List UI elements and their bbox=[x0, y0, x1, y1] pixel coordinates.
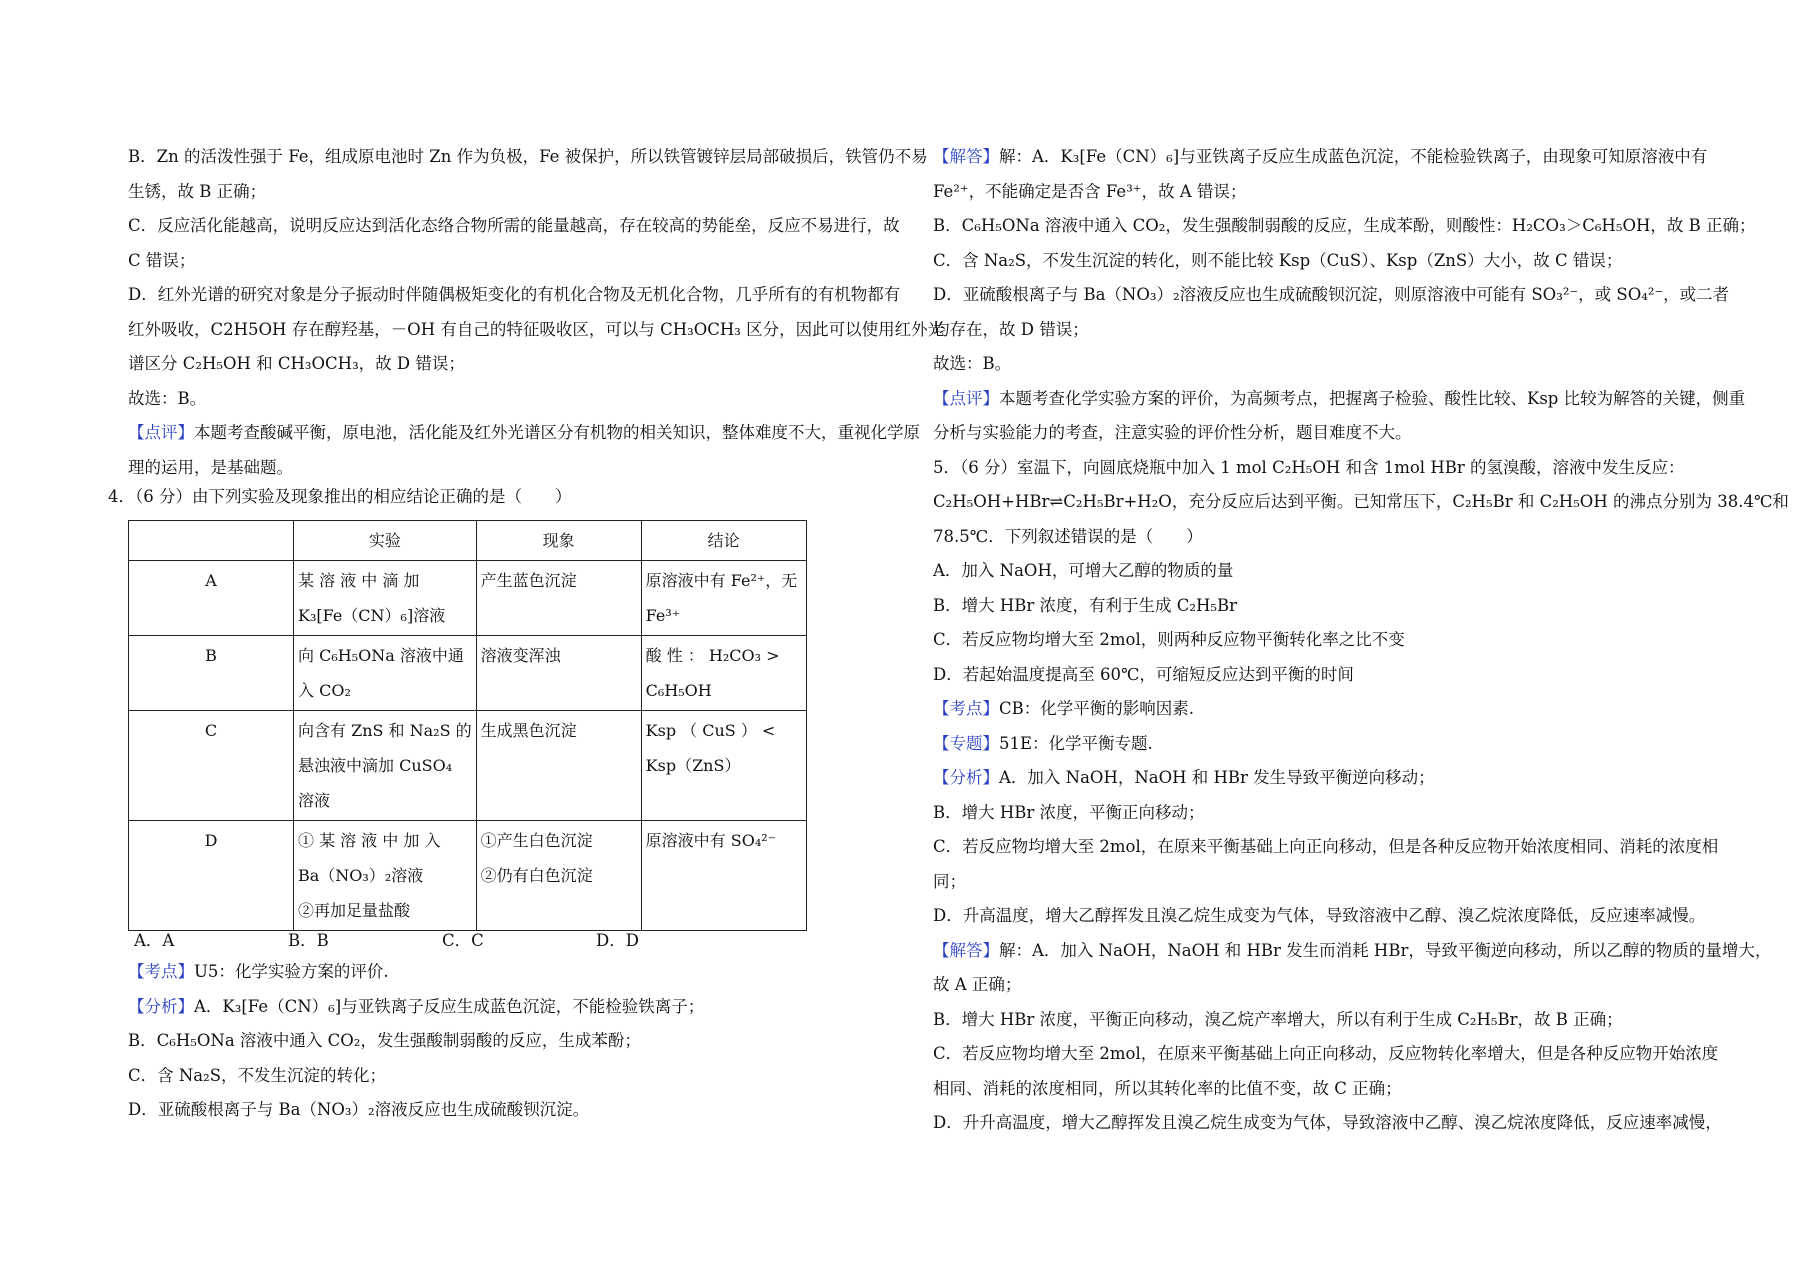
text-line bbox=[933, 830, 1723, 865]
text-line bbox=[933, 727, 1723, 762]
text-line: 生锈，故 B 正确； bbox=[128, 181, 267, 201]
table-cell-concl bbox=[641, 636, 806, 711]
left-analysis bbox=[128, 955, 900, 1128]
section-tag: 【点评】 bbox=[933, 388, 999, 408]
text-line bbox=[933, 520, 1723, 555]
cell-line: ②再加足量盐酸 bbox=[298, 901, 411, 920]
line-text: C．含 Na₂S，不发生沉淀的转化，则不能比较 Ksp（CuS）、Ksp（ZnS）大小，故 C 错误； bbox=[933, 250, 1623, 270]
table-cell-exp bbox=[294, 636, 477, 711]
line-text: B．增大 HBr 浓度，平衡正向移动，溴乙烷产率增大，所以有利于生成 C₂H₅Br，故 B 正确； bbox=[933, 1009, 1623, 1029]
line-text: C．含 Na₂S，不发生沉淀的转化； bbox=[128, 1065, 387, 1085]
text-line bbox=[933, 1106, 1723, 1141]
left-column bbox=[128, 140, 945, 485]
line-text: C．若反应物均增大至 2mol，则两种反应物平衡转化率之比不变 bbox=[933, 630, 1405, 649]
table-cell-concl bbox=[641, 561, 806, 636]
table-row bbox=[129, 821, 807, 931]
line-text: 同； bbox=[933, 871, 966, 891]
text-line bbox=[933, 1003, 1723, 1038]
cell-line: Ksp（ZnS） bbox=[645, 756, 741, 775]
text-line bbox=[933, 278, 1730, 313]
text-line: C．反应活化能越高，说明反应达到活化态络合物所需的能量越高，存在较高的势能垒，反应不易进行，故 bbox=[128, 216, 900, 235]
table-cell-exp bbox=[294, 561, 477, 636]
question-4-stem: 4．（6 分）由下列实验及现象推出的相应结论正确的是（ ） bbox=[108, 487, 572, 506]
line-text: 本题考查化学实验方案的评价，为高频考点，把握离子检验、酸性比较、Ksp 比较为解答的关键，侧重 bbox=[999, 388, 1746, 408]
text-line bbox=[933, 313, 1723, 348]
line-text: B．增大 HBr 浓度，平衡正向移动； bbox=[933, 802, 1205, 822]
text-line: D．红外光谱的研究对象是分子振动时伴随偶极矩变化的有机化合物及无机化合物，几乎所有的有机物都有 bbox=[128, 285, 901, 304]
line-text: 解：A．加入 NaOH，NaOH 和 HBr 发生而消耗 HBr，导致平衡逆向移动，所以乙醇的物质的量增大， bbox=[999, 940, 1772, 960]
table-header-cell: 实验 bbox=[294, 521, 477, 561]
left-top-text bbox=[128, 140, 945, 416]
text-line bbox=[933, 899, 1723, 934]
text-line bbox=[933, 485, 1789, 520]
table-row bbox=[129, 636, 807, 711]
line-text: D．升高温度，增大乙醇挥发且溴乙烷生成变为气体，导致溶液中乙醇、溴乙烷浓度降低，反应速率减慢。 bbox=[933, 906, 1706, 925]
section-tag: 【解答】 bbox=[933, 147, 999, 166]
text-line bbox=[933, 244, 1723, 279]
table-header-row bbox=[129, 521, 807, 561]
cell-line: ① 某 溶 液 中 加 入 bbox=[298, 831, 441, 850]
cell-line: 原溶液中有 SO₄²⁻ bbox=[645, 831, 777, 850]
cell-line: Ksp （ CuS ） < bbox=[645, 721, 776, 740]
cell-line: 某 溶 液 中 滴 加 bbox=[298, 571, 420, 590]
analysis-line bbox=[128, 1059, 900, 1094]
text-line bbox=[933, 761, 1723, 796]
line-text: B．增大 HBr 浓度，有利于生成 C₂H₅Br bbox=[933, 595, 1238, 615]
line-text: C．若反应物均增大至 2mol，在原来平衡基础上向正向移动，但是各种反应物开始浓度相同、消耗的浓度相 bbox=[933, 837, 1719, 856]
cell-line: 酸 性 ： H₂CO₃ > bbox=[645, 646, 780, 665]
cell-line: 原溶液中有 Fe²⁺，无 bbox=[645, 571, 798, 590]
line-text: D．亚硫酸根离子与 Ba（NO₃）₂溶液反应也生成硫酸钡沉淀。 bbox=[128, 1100, 590, 1119]
table-cell-exp bbox=[294, 711, 477, 821]
question-4-options bbox=[134, 926, 734, 956]
table-cell-phen bbox=[476, 561, 641, 636]
table-header-cell: 结论 bbox=[641, 521, 806, 561]
text-line bbox=[933, 175, 1723, 210]
text-line bbox=[933, 140, 1723, 175]
line-text: A．加入 NaOH，NaOH 和 HBr 发生导致平衡逆向移动； bbox=[999, 768, 1435, 787]
section-tag: 【解答】 bbox=[933, 940, 999, 960]
row-label: C bbox=[129, 711, 294, 821]
cell-line: 悬浊液中滴加 CuSO₄ bbox=[298, 756, 453, 775]
review-line-2: 理的运用，是基础题。 bbox=[128, 457, 293, 477]
analysis-line bbox=[128, 990, 900, 1025]
line-text: C₂H₅OH+HBr⇌C₂H₅Br+H₂O，充分反应后达到平衡。已知常压下，C₂H₅Br 和 C₂H₅OH 的沸点分别为 38.4℃和 bbox=[933, 492, 1789, 511]
line-text: B．C₆H₅ONa 溶液中通入 CO₂，发生强酸制弱酸的反应，生成苯酚； bbox=[128, 1031, 641, 1050]
line-text: 51E：化学平衡专题. bbox=[999, 733, 1153, 753]
text-line bbox=[933, 416, 1723, 451]
cell-line: C₆H₅OH bbox=[645, 681, 712, 700]
cell-line: ①产生白色沉淀 bbox=[480, 831, 593, 850]
table-header-cell: 现象 bbox=[476, 521, 641, 561]
cell-line: 入 CO₂ bbox=[298, 681, 351, 700]
text-line: C 错误； bbox=[128, 250, 196, 270]
text-line: 红外吸收，C2H5OH 存在醇羟基，－OH 有自己的特征吸收区，可以与 CH₃OCH₃ 区分，因此可以使用红外光 bbox=[128, 319, 945, 339]
row-label: B bbox=[129, 636, 294, 711]
table-row bbox=[129, 561, 807, 636]
line-text: 78.5℃．下列叙述错误的是（ ） bbox=[933, 526, 1203, 546]
line-text: CB：化学平衡的影响因素. bbox=[999, 699, 1194, 718]
row-label: D bbox=[129, 821, 294, 931]
section-tag: 【分析】 bbox=[128, 996, 194, 1016]
text-line bbox=[933, 796, 1723, 831]
line-text: D．亚硫酸根离子与 Ba（NO₃）₂溶液反应也生成硫酸钡沉淀，则原溶液中可能有 SO₃²⁻，或 SO₄²⁻，或二者 bbox=[933, 285, 1730, 304]
text-line bbox=[933, 934, 1772, 969]
line-text: U5：化学实验方案的评价. bbox=[194, 962, 389, 981]
cell-line: 产生蓝色沉淀 bbox=[480, 571, 577, 590]
table-cell-concl bbox=[641, 711, 806, 821]
line-text: 均存在，故 D 错误； bbox=[933, 319, 1089, 339]
line-text: 故 A 正确； bbox=[933, 975, 1022, 994]
table-cell-exp bbox=[294, 821, 477, 931]
text-line bbox=[933, 451, 1723, 486]
section-tag: 【考点】 bbox=[933, 699, 999, 718]
cell-line: 溶液 bbox=[298, 791, 331, 810]
text-line bbox=[933, 589, 1723, 624]
line-text: B．C₆H₅ONa 溶液中通入 CO₂，发生强酸制弱酸的反应，生成苯酚，则酸性：H₂CO₃＞C₆H₅OH，故 B 正确； bbox=[933, 216, 1756, 235]
line-text: 分析与实验能力的考查，注意实验的评价性分析，题目难度不大。 bbox=[933, 423, 1412, 442]
analysis-line bbox=[128, 1093, 900, 1128]
cell-line: 溶液变浑浊 bbox=[480, 646, 561, 665]
cell-line: ②仍有白色沉淀 bbox=[480, 866, 593, 885]
cell-line: 向 C₆H₅ONa 溶液中通 bbox=[298, 646, 464, 665]
section-tag: 【分析】 bbox=[933, 768, 999, 787]
table-cell-phen bbox=[476, 636, 641, 711]
table-row bbox=[129, 711, 807, 821]
option-a: A．A bbox=[134, 931, 175, 950]
text-line bbox=[933, 658, 1723, 693]
cell-line: K₃[Fe（CN）₆]溶液 bbox=[298, 606, 446, 625]
line-text: 5．（6 分）室温下，向圆底烧瓶中加入 1 mol C₂H₅OH 和含 1mol HBr 的氢溴酸，溶液中发生反应： bbox=[933, 457, 1685, 477]
text-line: 谱区分 C₂H₅OH 和 CH₃OCH₃，故 D 错误； bbox=[128, 354, 465, 373]
table-cell-phen bbox=[476, 821, 641, 931]
line-text: A．K₃[Fe（CN）₆]与亚铁离子反应生成蓝色沉淀，不能检验铁离子； bbox=[194, 996, 705, 1016]
text-line bbox=[933, 347, 1723, 382]
table-header-cell bbox=[129, 521, 294, 561]
text-line: 故选：B。 bbox=[128, 388, 207, 408]
option-b: B．B bbox=[288, 931, 329, 950]
text-line bbox=[933, 1037, 1723, 1072]
table-cell-concl bbox=[641, 821, 806, 931]
option-c: C．C bbox=[442, 931, 484, 950]
right-column bbox=[933, 140, 1789, 1141]
experiment-table bbox=[128, 520, 807, 931]
section-tag: 【专题】 bbox=[933, 733, 999, 753]
line-text: D．升升高温度，增大乙醇挥发且溴乙烷生成变为气体，导致溶液中乙醇、溴乙烷浓度降低，反应速率减慢， bbox=[933, 1113, 1722, 1132]
text-line bbox=[933, 1072, 1723, 1107]
cell-line: 向含有 ZnS 和 Na₂S 的 bbox=[298, 721, 472, 740]
review-tag: 【点评】 bbox=[128, 423, 194, 442]
line-text: A．加入 NaOH，可增大乙醇的物质的量 bbox=[933, 561, 1234, 580]
text-line bbox=[933, 382, 1746, 417]
text-line bbox=[933, 554, 1723, 589]
analysis-line bbox=[128, 1024, 900, 1059]
option-d: D．D bbox=[596, 931, 639, 950]
text-line bbox=[933, 865, 1723, 900]
line-text: 解：A．K₃[Fe（CN）₆]与亚铁离子反应生成蓝色沉淀，不能检验铁离子，由现象可知原溶液中有 bbox=[999, 147, 1708, 166]
line-text: C．若反应物均增大至 2mol，在原来平衡基础上向正向移动，反应物转化率增大，但是各种反应物开始浓度 bbox=[933, 1044, 1719, 1063]
text-line bbox=[933, 692, 1723, 727]
text-line bbox=[933, 623, 1723, 658]
table-cell-phen bbox=[476, 711, 641, 821]
line-text: Fe²⁺，不能确定是否含 Fe³⁺，故 A 错误； bbox=[933, 181, 1247, 201]
text-line bbox=[933, 968, 1723, 1003]
section-tag: 【考点】 bbox=[128, 962, 194, 981]
line-text: D．若起始温度提高至 60℃，可缩短反应达到平衡的时间 bbox=[933, 664, 1354, 684]
cell-line: Ba（NO₃）₂溶液 bbox=[298, 866, 424, 885]
text-line: B．Zn 的活泼性强于 Fe，组成原电池时 Zn 作为负极，Fe 被保护，所以铁管镀锌层局部破损后，铁管仍不易 bbox=[128, 147, 928, 166]
cell-line: Fe³⁺ bbox=[645, 606, 681, 625]
line-text: 相同、消耗的浓度相同，所以其转化率的比值不变，故 C 正确； bbox=[933, 1078, 1402, 1098]
analysis-line bbox=[128, 955, 900, 990]
cell-line: 生成黑色沉淀 bbox=[480, 721, 577, 740]
review-line-1: 【点评】本题考查酸碱平衡，原电池，活化能及红外光谱区分有机物的相关知识，整体难度不大，重视化学原 bbox=[128, 423, 920, 442]
text-line bbox=[933, 209, 1756, 244]
row-label: A bbox=[129, 561, 294, 636]
line-text: 故选：B。 bbox=[933, 354, 1012, 373]
